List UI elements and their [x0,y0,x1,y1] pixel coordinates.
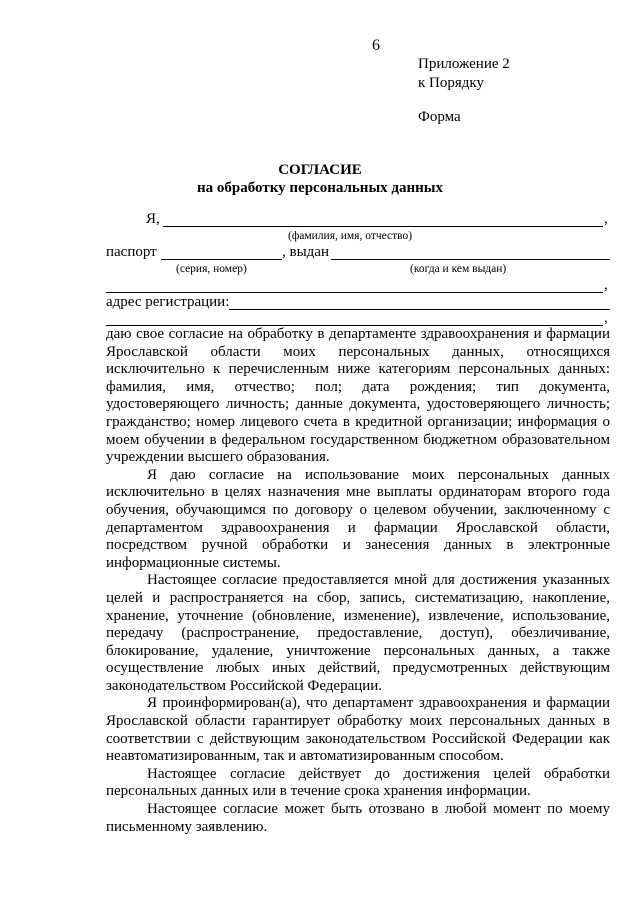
form-label: Форма [418,109,461,125]
passport-series-field[interactable] [161,259,282,260]
paragraph-revocation: Настоящее согласие может быть отозвано в любой момент по моему письменному заявлению. [106,801,610,835]
paragraph-consent-scope: Настоящее согласие предоставляется мной для достижения указанных целей и распространяется на сбор, запись, систематизацию, накопление, хранение, уточнение (обновление, изменение), извлечение, использование, передачу (распространение, предоставление, доступ), обезличивание, блокирование, удаление, уничтожение персональных данных, а также осуществление любых иных действий, предусмотренных действующим законодательством Российской Федерации. [106,572,610,694]
passport-issued-field[interactable] [331,259,610,260]
continuation-comma: , [604,277,608,293]
appendix-line-2: к Порядку [418,75,484,91]
passport-issued-continuation-field[interactable] [106,292,603,293]
name-hint: (фамилия, имя, отчество) [288,230,413,242]
address-field[interactable] [229,309,610,310]
appendix-line-1: Приложение 2 [418,56,510,72]
full-name-field[interactable] [163,226,603,227]
paragraph-informed: Я проинформирован(а), что департамент здравоохранения и фармации Ярославской области гарантирует обработку моих персональных данных в соответствии с действующим законодательством Российской Федерации как неавтоматизированным, так и автоматизированным способом. [106,695,610,765]
paragraph-consent-purpose: Я даю согласие на использование моих персональных данных исключительно в целях назначения мне выплаты ординаторам второго года обучения, обучающимся по договору о целевом обучении, заключенному с департаментом здравоохранения и фармации Ярославской области, посредством ручной обработки и занесения данных в электронные информационные системы. [106,466,610,571]
document-title: СОГЛАСИЕ [278,162,362,178]
i-label: Я, [146,211,160,227]
consent-body [106,326,610,836]
paragraph-consent-categories: даю свое согласие на обработку в департаменте здравоохранения и фармации Ярославской области моих персональных данных, относящихся исключительно к перечисленным ниже категориям персональных данных: фамилия, имя, отчество; пол; дата рождения; тип документа, удостоверяющего личность; данные документа, удостоверяющего личность; гражданство; номер лицевого счета в кредитной организации; информация о моем обучении в федеральном государственном бюджетном образовательном учреждении высшего образования. [106,326,610,466]
passport-label: паспорт [106,244,157,260]
issued-label: , выдан [282,244,329,260]
address-label: адрес регистрации: [106,294,230,310]
paragraph-duration: Настоящее согласие действует до достижения целей обработки персональных данных или в течение срока хранения информации. [106,765,610,800]
issued-hint: (когда и кем выдан) [410,263,507,275]
name-comma: , [604,211,608,227]
document-subtitle: на обработку персональных данных [197,180,443,196]
page-number: 6 [372,37,380,54]
series-hint: (серия, номер) [176,263,247,275]
address-comma: , [604,310,608,326]
